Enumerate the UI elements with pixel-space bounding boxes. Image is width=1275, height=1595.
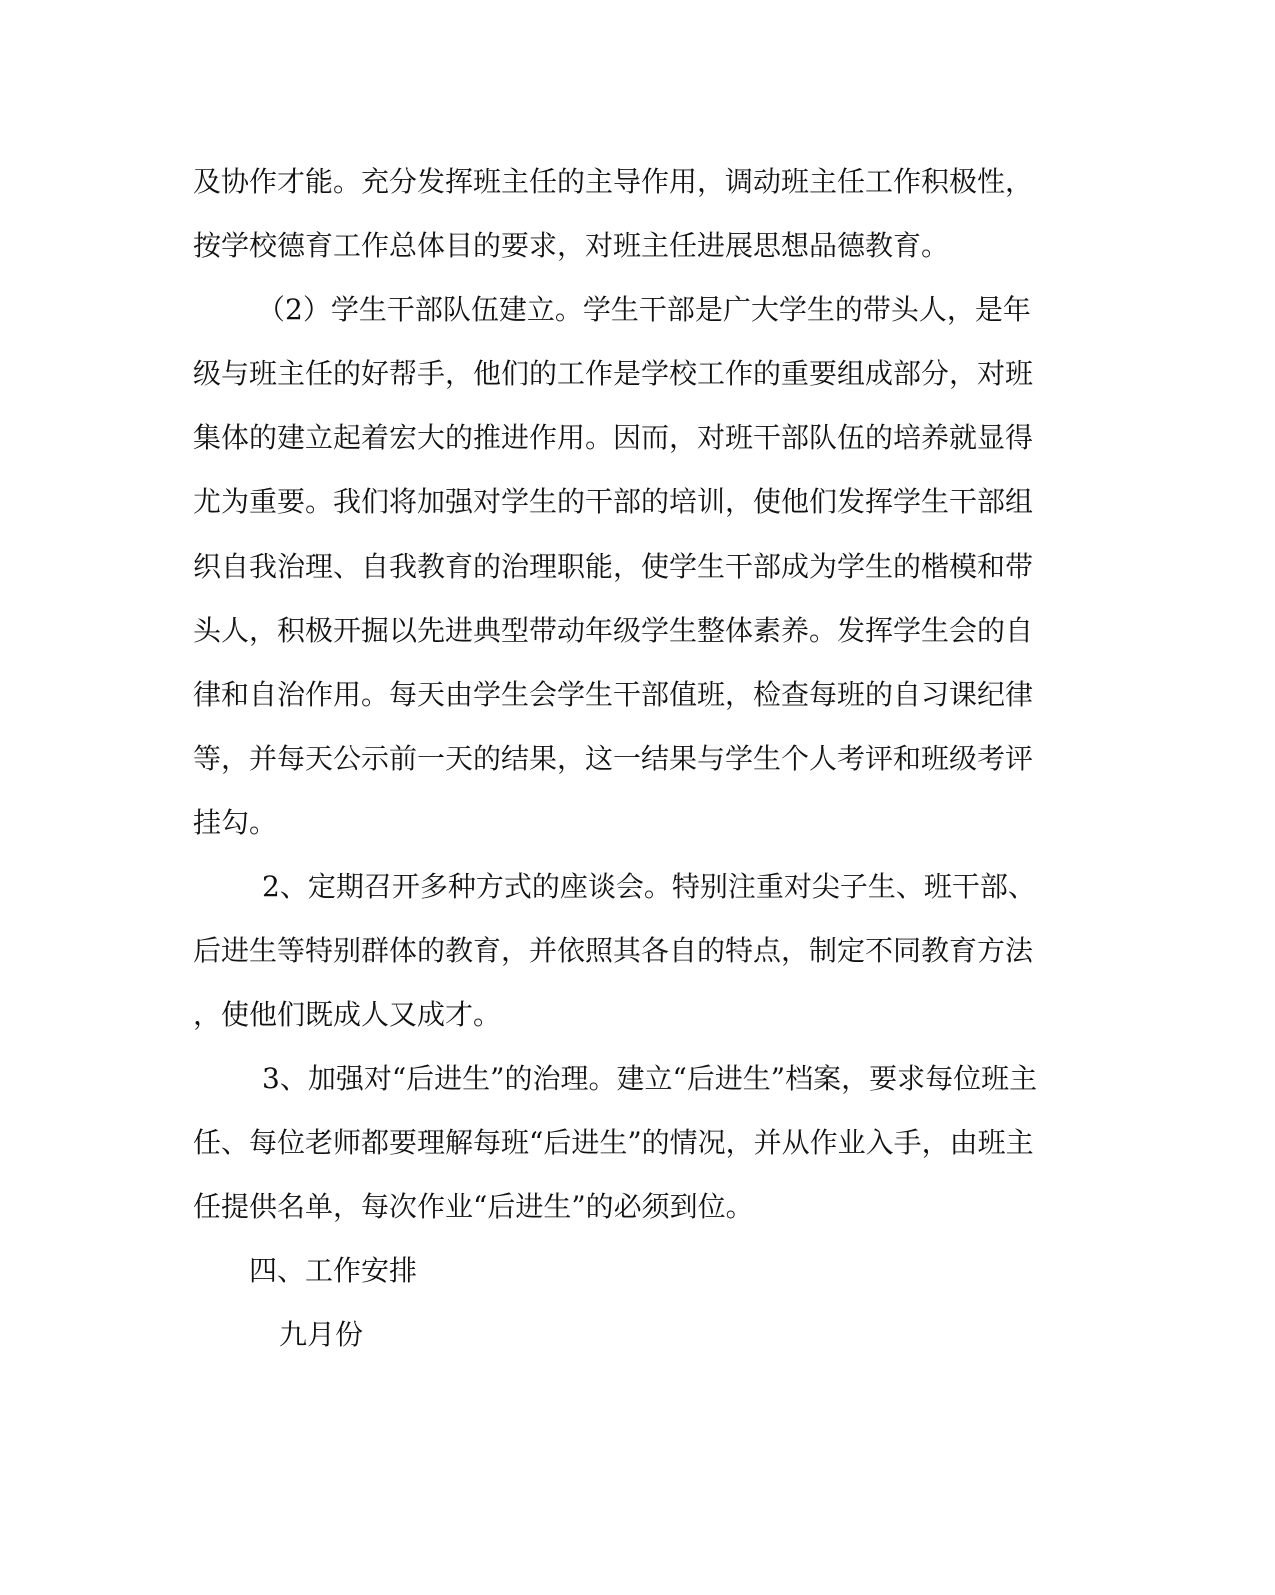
- text-line-8: 头人，积极开掘以先进典型带动年级学生整体素养。发挥学生会的自: [193, 614, 1034, 647]
- text-line-10: 等，并每天公示前一天的结果，这一结果与学生个人考评和班级考评: [193, 742, 1034, 775]
- text-line-5: 集体的建立起着宏大的推进作用。因而，对班干部队伍的培养就显得: [193, 421, 1034, 454]
- text-line-14: ，使他们既成人又成才。: [193, 998, 502, 1031]
- text-line-4: 级与班主任的好帮手，他们的工作是学校工作的重要组成部分，对班: [193, 357, 1034, 390]
- text-line-13: 后进生等特别群体的教育，并依照其各自的特点，制定不同教育方法: [193, 934, 1034, 967]
- section-heading: 四、工作安排: [249, 1254, 418, 1287]
- text-line-2: 按学校德育工作总体目的要求，对班主任进展思想品德教育。: [193, 229, 950, 262]
- text-line-17: 任提供名单，每次作业“后进生”的必须到位。: [193, 1190, 754, 1223]
- text-line-12: 2、定期召开多种方式的座谈会。特别注重对尖子生、班干部、: [262, 870, 1036, 903]
- text-line-7: 织自我治理、自我教育的治理职能，使学生干部成为学生的楷模和带: [193, 550, 1034, 583]
- month-heading: 九月份: [279, 1318, 364, 1351]
- text-line-16: 任、每位老师都要理解每班“后进生”的情况，并从作业入手，由班主: [193, 1126, 1034, 1159]
- text-line-9: 律和自治作用。每天由学生会学生干部值班，检查每班的自习课纪律: [193, 678, 1034, 711]
- text-line-3: （2）学生干部队伍建立。学生干部是广大学生的带头人，是年: [257, 293, 1031, 326]
- text-line-15: 3、加强对“后进生”的治理。建立“后进生”档案，要求每位班主: [262, 1062, 1038, 1095]
- text-line-11: 挂勾。: [193, 806, 278, 839]
- text-line-6: 尤为重要。我们将加强对学生的干部的培训，使他们发挥学生干部组: [193, 485, 1034, 518]
- text-line-1: 及协作才能。充分发挥班主任的主导作用，调动班主任工作积极性，: [193, 165, 1034, 198]
